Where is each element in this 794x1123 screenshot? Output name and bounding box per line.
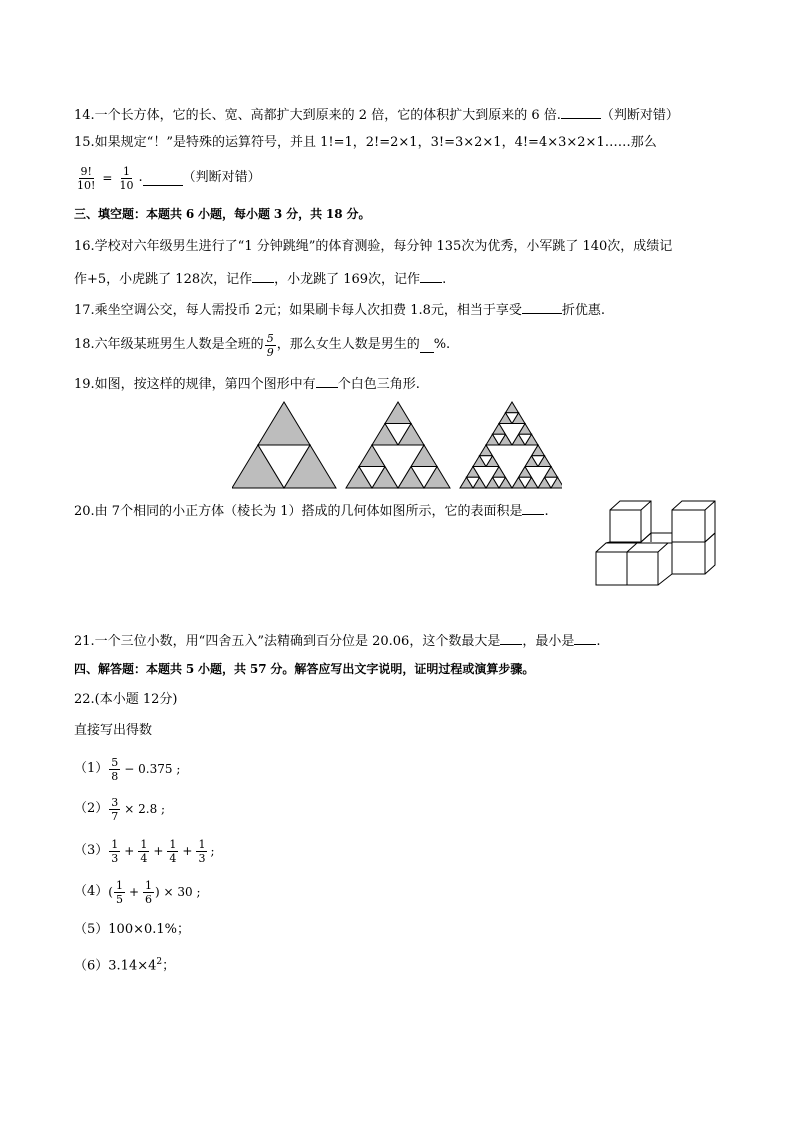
section3-mid2: 分，共 [286,207,323,221]
q22-header: 22.(本小题 12分) [74,692,178,707]
question-20 [74,500,549,521]
section4-prefix: 四、解答题：本题共 [74,662,183,676]
q21-blank-2[interactable] [574,630,596,645]
q18-a: 18.六年级某班男生人数是全班的 [74,337,264,352]
q18-denominator: 9 [266,345,274,359]
item3-plus-2: + [153,844,164,858]
item2-num: 3 [111,795,119,809]
question-17 [74,299,605,320]
q16-line2b: ，小龙跳了 169次，记作 [274,272,421,287]
q15-equals: = [102,171,113,185]
section3-prefix: 三、填空题：本题共 [74,207,183,221]
question-22-instruction [74,722,152,740]
item1-den: 8 [111,769,119,783]
q16-line2c: . [442,272,447,287]
item4-plus: + [128,885,140,899]
q20-a: 20.由 7个相同的小正方体（棱长为 1）搭成的几何体如图所示，它的表面积是 [74,504,523,519]
q17-a: 17.乘坐空调公交，每人需投币 2元；如果刷卡每人次扣费 1.8元，相当于享受 [74,303,522,318]
section-3-header [74,205,370,223]
item3-label: （3） [74,843,109,858]
q19-b: 个白色三角形. [337,377,420,392]
section3-mid1: 小题，每小题 [198,207,271,221]
question-21 [74,630,600,651]
q15-f1-denominator: 10! [77,178,96,192]
q21-c: . [596,634,601,649]
triangle-figure-2 [346,402,450,488]
triangle-figure-1 [232,402,336,488]
item1-rest: − 0.375 ; [124,762,181,776]
item3-fraction-d [196,838,207,865]
item3-b-den: 4 [140,851,148,865]
question-15 [74,134,657,152]
section3-n3: 18 [325,207,343,221]
q20-blank[interactable] [522,500,544,515]
q15-text: 15.如果规定“！”是特殊的运算符号，并且 1!=1，2!=2×1，3!=3×2×1，4!=4×3×2×1……那么 [74,135,657,150]
item2-fraction [109,796,120,823]
q14-text: 14.一个长方体，它的长、宽、高都扩大到原来的 2 倍，它的体积扩大到原来的 6 倍. [74,108,561,123]
q15-answer-blank[interactable] [143,171,183,186]
q16-blank-2[interactable] [420,268,442,283]
item2-label: （2） [74,801,109,816]
question-14 [74,104,679,125]
item3-fraction-b [138,838,149,865]
cube-top-left-front [610,510,641,542]
item2-rest: × 2.8 ; [124,802,166,816]
gray-triangle [385,402,411,424]
triangle-figure-3 [460,402,562,488]
q15-f2-denominator: 10 [119,178,134,192]
item4-a-num: 1 [115,878,123,892]
q17-blank[interactable] [522,299,562,314]
q17-b: 折优惠. [561,303,606,318]
item3-c-den: 4 [169,851,177,865]
q18-blank[interactable] [420,338,434,353]
section3-end: 分。 [346,207,371,221]
q16-line1: 16.学校对六年级男生进行了“1 分钟跳绳”的体育测验，每分钟 135次为优秀，小军跳了 140次，成绩记 [74,239,673,254]
cube-bottom-1 [596,552,627,585]
q18-c: %. [433,337,451,352]
section3-n2: 3 [273,207,283,221]
question-22-header [74,691,178,709]
sierpinski-figure [232,400,562,490]
item4-fraction-b [143,879,154,906]
item3-fraction-c [167,838,178,865]
item2-den: 7 [111,809,119,823]
item1-fraction [109,756,120,783]
calc-item-6 [74,953,175,975]
calc-item-3 [74,834,215,868]
cube-top-right-front [672,510,705,542]
item6-label: （6） [74,958,109,974]
q20-b: . [544,504,549,519]
question-19 [74,373,420,394]
item3-c-num: 1 [169,837,177,851]
cube-bottom-2 [627,552,658,585]
q19-a: 19.如图，按这样的规律，第四个图形中有 [74,377,316,392]
question-15-formula: $\frac{9!}{10!}$ = $\frac{1}{10}$ . （判断对错） [77,164,261,192]
gray-triangle [258,402,310,445]
item3-fraction-a [109,838,120,865]
q15-f1-numerator: 9! [80,164,92,178]
section4-n2: 57 [249,662,267,676]
cube-figure [594,498,724,590]
item3-plus-3: + [182,844,193,858]
item5-expr: 100×0.1%； [108,922,191,937]
q18-numerator: 5 [266,331,274,345]
item3-a-num: 1 [111,837,119,851]
q15-fraction-right [117,165,135,192]
item4-a-den: 5 [115,892,123,906]
item6-expr: 3.14×4 [108,958,157,974]
q16-line2a: 作+5，小虎跳了 128次，记作 [74,272,253,287]
gray-triangle [506,402,519,413]
cube-mid-right-front [672,542,705,574]
section4-end: 分。解答应写出文字说明，证明过程或演算步骤。 [270,662,535,676]
item3-b-num: 1 [140,837,148,851]
question-18 [74,328,450,362]
item4-label: （4） [74,884,109,899]
item3-d-den: 3 [198,851,206,865]
item1-label: （1） [74,761,109,776]
item6-end: ； [162,958,176,974]
section4-n1: 5 [185,662,195,676]
question-16-line2 [74,268,446,289]
item4-fraction-a [114,879,125,906]
q15-f2-numerator: 1 [122,164,130,178]
item4-b-num: 1 [145,878,153,892]
question-16-line1 [74,238,672,256]
q19-blank[interactable] [316,373,338,388]
q14-tail: （判断对错） [600,108,679,123]
section-4-header [74,660,534,678]
item3-d-num: 1 [198,837,206,851]
q21-a: 21.一个三位小数，用“四舍五入”法精确到百分位是 20.06，这个数最大是 [74,634,501,649]
q15-tail: （判断对错） [182,170,261,185]
item4-open: ( [108,885,113,899]
calc-item-2 [74,792,165,826]
item4-close: ) × 30 ; [155,885,201,899]
q16-blank-1[interactable] [252,268,274,283]
q22-instruction: 直接写出得数 [74,723,153,738]
section4-mid1: 小题，共 [198,662,247,676]
calc-item-1 [74,752,180,786]
q21-blank-1[interactable] [500,630,522,645]
item4-b-den: 6 [145,892,153,906]
item3-a-den: 3 [111,851,119,865]
q18-b: ，那么女生人数是男生的 [276,337,420,352]
q21-b: ，最小是 [522,634,575,649]
item6-sup: 2 [156,957,163,967]
item1-num: 5 [111,755,119,769]
item3-end: ; [210,844,215,858]
calc-item-5 [74,921,190,939]
item3-plus-1: + [124,844,135,858]
calc-item-4 [74,875,201,909]
item5-label: （5） [74,922,109,937]
q18-fraction [265,332,276,359]
section3-n1: 6 [185,207,195,221]
q14-answer-blank[interactable] [561,104,601,119]
q15-fraction-left [75,165,97,192]
